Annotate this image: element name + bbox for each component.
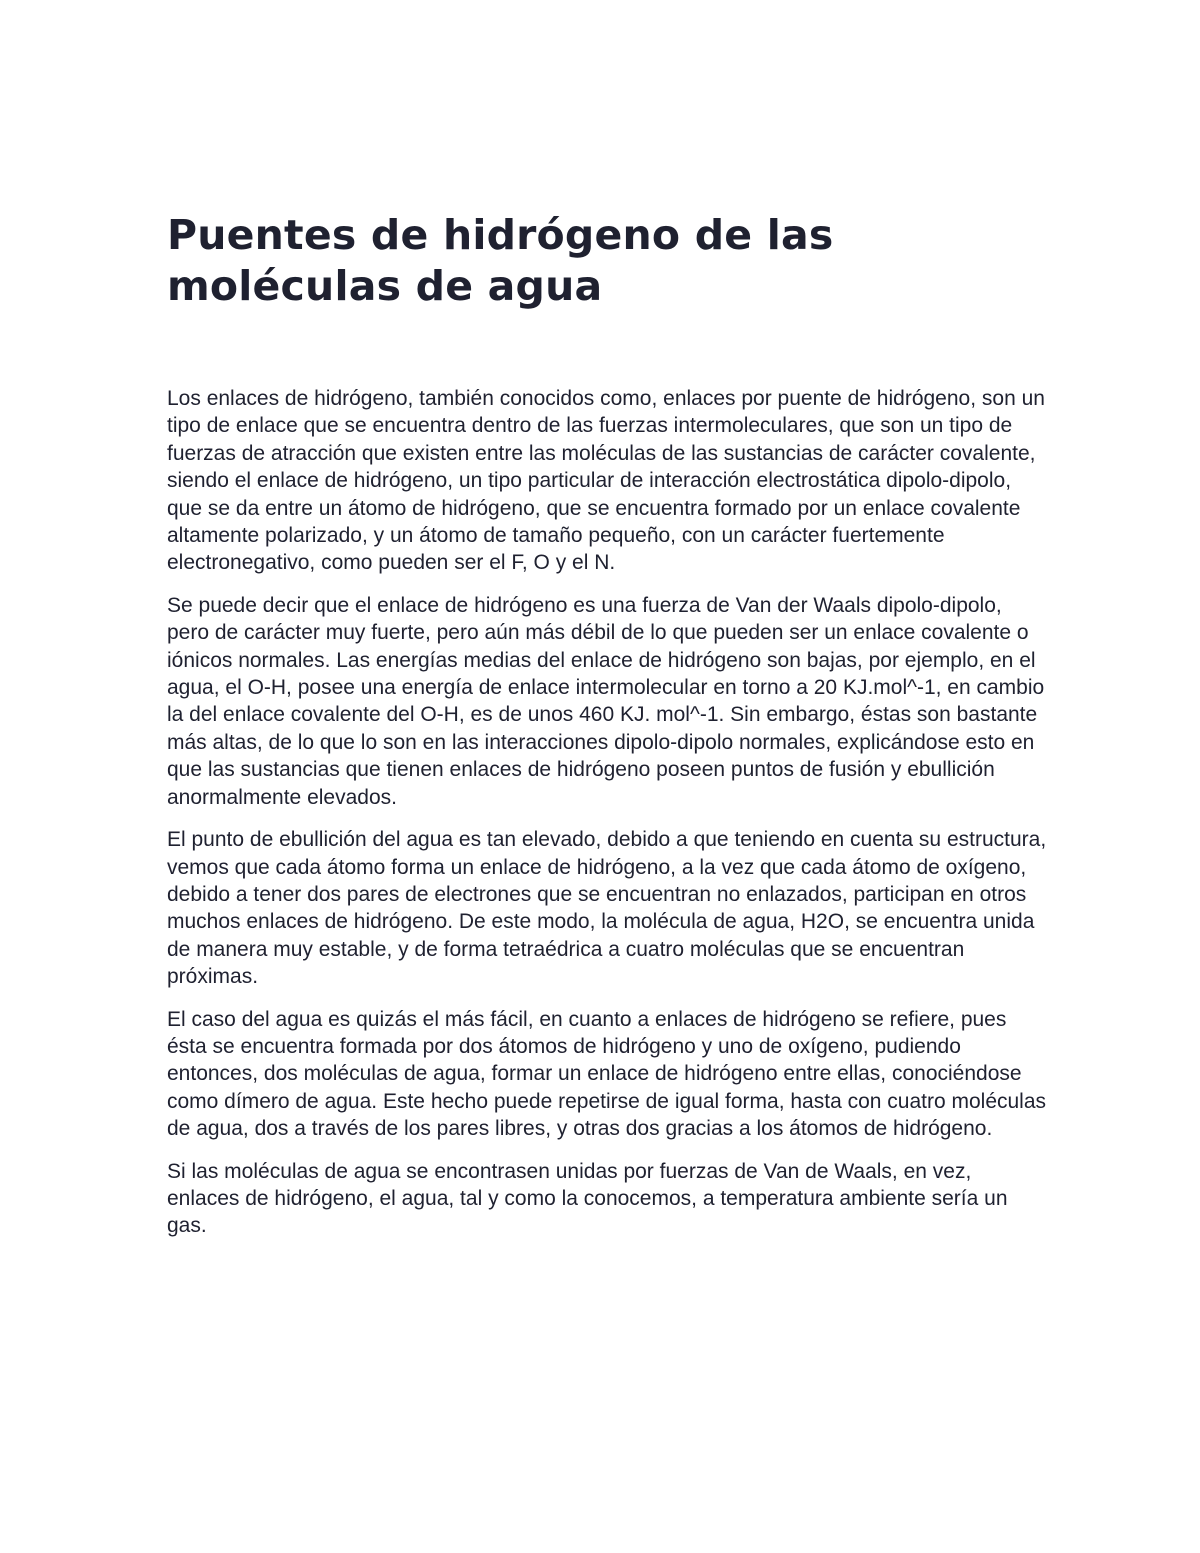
document-content	[167, 210, 1047, 1255]
paragraph-3: El punto de ebullición del agua es tan elevado, debido a que teniendo en cuenta su estructura, vemos que cada átomo forma un enlace de hidrógeno, a la vez que cada átomo de oxígeno, debido a tener dos pares de electrones que se encuentran no enlazados, participan en otros muchos enlaces de hidrógeno. De este modo, la molécula de agua, H2O, se encuentra unida de manera muy estable, y de forma tetraédrica a cuatro moléculas que se encuentran próximas.	[167, 828, 1047, 989]
paragraph-4: El caso del agua es quizás el más fácil, en cuanto a enlaces de hidrógeno se refiere, pues ésta se encuentra formada por dos átomos de hidrógeno y uno de oxígeno, pudiendo entonces, dos moléculas de agua, formar un enlace de hidrógeno entre ellas, conociéndose como dímero de agua. Este hecho puede repetirse de igual forma, hasta con cuatro moléculas de agua, dos a través de los pares libres, y otras dos gracias a los átomos de hidrógeno.	[167, 1007, 1047, 1141]
paragraph-1: Los enlaces de hidrógeno, también conocidos como, enlaces por puente de hidrógeno, son un tipo de enlace que se encuentra dentro de las fuerzas intermoleculares, que son un tipo de fuerzas de atracción que existen entre las moléculas de las sustancias de carácter covalente, siendo el enlace de hidrógeno, un tipo particular de interacción electrostática dipolo-dipolo, que se da entre un átomo de hidrógeno, que se encuentra formado por un enlace covalente altamente polarizado, y un átomo de tamaño pequeño, con un carácter fuertemente electronegativo, como pueden ser el F, O y el N.	[167, 387, 1045, 575]
paragraph-2: Se puede decir que el enlace de hidrógeno es una fuerza de Van der Waals dipolo-dipolo, pero de carácter muy fuerte, pero aún más débil de lo que pueden ser un enlace covalente o iónicos normales. Las energías medias del enlace de hidrógeno son bajas, por ejemplo, en el agua, el O-H, posee una energía de enlace intermolecular en torno a 20 KJ.mol^-1, en cambio la del enlace covalente del O-H, es de unos 460 KJ. mol^-1. Sin embargo, éstas son bastante más altas, de lo que lo son en las interacciones dipolo-dipolo normales, explicándose esto en que las sustancias que tienen enlaces de hidrógeno poseen puntos de fusión y ebullición anormalmente elevados.	[167, 593, 1045, 809]
document-body	[167, 385, 1047, 1240]
paragraph-5: Si las moléculas de agua se encontrasen unidas por fuerzas de Van de Waals, en vez, enlaces de hidrógeno, el agua, tal y como la conocemos, a temperatura ambiente sería un gas.	[167, 1159, 1008, 1238]
document-title: Puentes de hidrógeno de las moléculas de agua	[167, 211, 834, 310]
